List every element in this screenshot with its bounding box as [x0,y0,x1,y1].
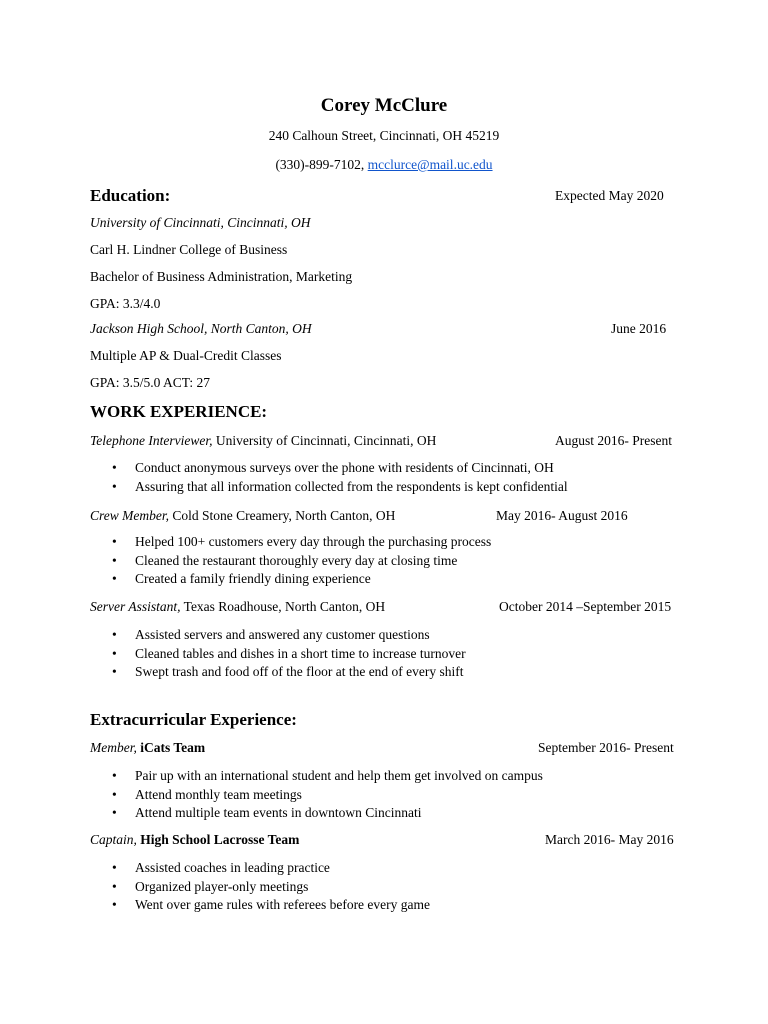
role-line [90,740,205,756]
bullet-item: • Organized player-only meetings [112,878,430,897]
bullet-item: • Attend multiple team events in downtown Cincinnati [112,804,543,823]
role-org: High School Lacrosse Team [140,832,300,847]
job-bullets [112,626,466,682]
bullet-item: • Assisted servers and answered any customer questions [112,626,466,645]
bullet-item: • Created a family friendly dining experience [112,570,491,589]
role-title: Member, [90,740,137,755]
bullet-item: • Went over game rules with referees before every game [112,896,430,915]
education-date: Expected May 2020 [555,188,664,203]
high-school-date: June 2016 [611,321,667,336]
hs-classes: Multiple AP & Dual-Credit Classes [90,348,282,363]
bullet-item: • Assisted coaches in leading practice [112,859,430,878]
job-org: University of Cincinnati, Cincinnati, OH [215,433,437,448]
bullet-item: • Cleaned the restaurant thoroughly every day at closing time [112,552,491,571]
role-line [90,832,299,848]
job-title: Server Assistant, [90,599,181,614]
job-bullets [112,459,568,496]
role-title: Captain, [90,832,137,847]
bullet-item: • Attend monthly team meetings [112,786,543,805]
gpa: GPA: 3.3/4.0 [90,296,161,311]
job-org: Texas Roadhouse, North Canton, OH [183,599,386,614]
job-line [90,508,395,524]
hs-gpa: GPA: 3.5/5.0 ACT: 27 [90,375,210,390]
email-link[interactable]: mcclurce@mail.uc.edu [367,157,493,172]
bullet-item: • Swept trash and food off of the floor at the end of every shift [112,663,466,682]
phone: (330)-899-7102, [275,157,365,172]
contact-line [0,157,768,173]
bullet-item: • Pair up with an international student and help them get involved on campus [112,767,543,786]
extracurricular-heading: Extracurricular Experience: [90,710,297,729]
address: 240 Calhoun Street, Cincinnati, OH 45219 [268,128,500,143]
education-heading: Education: [90,186,171,205]
resume-name: Corey McClure [320,95,448,116]
job-title: Crew Member, [90,508,169,523]
high-school: Jackson High School, North Canton, OH [90,321,312,336]
university: University of Cincinnati, Cincinnati, OH [90,215,311,230]
job-bullets [112,533,491,589]
role-bullets [112,859,430,915]
work-heading: WORK EXPERIENCE: [90,402,268,421]
bullet-item: • Helped 100+ customers every day through the purchasing process [112,533,491,552]
job-line [90,599,385,615]
bullet-item: • Cleaned tables and dishes in a short time to increase turnover [112,645,466,664]
job-line [90,433,436,449]
role-date: September 2016- Present [538,740,674,755]
role-date: March 2016- May 2016 [545,832,674,847]
bullet-item: • Conduct anonymous surveys over the phone with residents of Cincinnati, OH [112,459,568,478]
job-org: Cold Stone Creamery, North Canton, OH [172,508,396,523]
role-bullets [112,767,543,823]
role-org: iCats Team [140,740,206,755]
job-date: October 2014 –September 2015 [499,599,672,614]
degree: Bachelor of Business Administration, Marketing [90,269,353,284]
job-date: August 2016- Present [555,433,672,448]
job-title: Telephone Interviewer, [90,433,213,448]
job-date: May 2016- August 2016 [496,508,628,523]
bullet-item: • Assuring that all information collected from the respondents is kept confidential [112,478,568,497]
college: Carl H. Lindner College of Business [90,242,288,257]
